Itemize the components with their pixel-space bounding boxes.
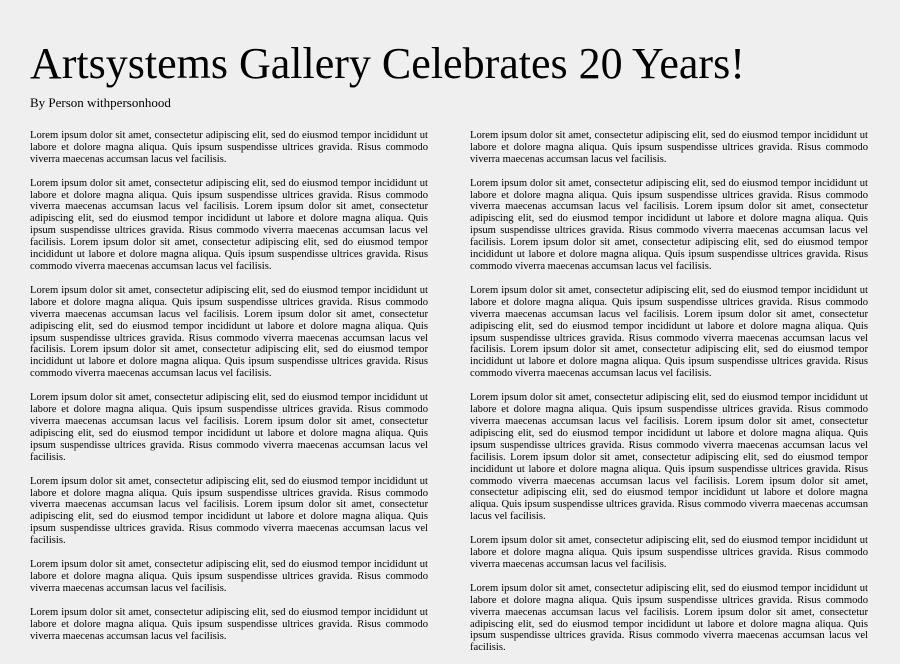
article-body-columns	[30, 130, 868, 664]
paragraph: Lorem ipsum dolor sit amet, consectetur adipiscing elit, sed do eiusmod tempor incididunt ut labore et dolore magna aliqua. Quis ipsum suspendisse ultrices gravida. Risus commodo viverra maecenas accumsan lacus vel facilisis. Lorem ipsum dolor sit amet, consectetur adipiscing elit, sed do eiusmod tempor incididunt ut labore et dolore magna aliqua. Quis ipsum suspendisse ultrices gravida. Risus commodo viverra maecenas accumsan lacus vel facilisis.	[30, 475, 428, 547]
paragraph: Lorem ipsum dolor sit amet, consectetur adipiscing elit, sed do eiusmod tempor incididunt ut labore et dolore magna aliqua. Quis ipsum suspendisse ultrices gravida. Risus commodo viverra maecenas accumsan lacus vel facilisis.	[30, 559, 428, 594]
paragraph: Lorem ipsum dolor sit amet, consectetur adipiscing elit, sed do eiusmod tempor incididunt ut labore et dolore magna aliqua. Quis ipsum suspendisse ultrices gravida. Risus commodo viverra maecenas accumsan lacus vel facilisis. Lorem ipsum dolor sit amet, consectetur adipiscing elit, sed do eiusmod tempor incididunt ut labore et dolore magna aliqua. Quis ipsum suspendisse ultrices gravida. Risus commodo viverra maecenas accumsan lacus vel facilisis. Lorem ipsum dolor sit amet, consectetur adipiscing elit, sed do eiusmod tempor incididunt ut labore et dolore magna aliqua. Quis ipsum suspendisse ultrices gravida. Risus commodo viverra maecenas accumsan lacus vel facilisis.	[30, 284, 428, 380]
paragraph: Lorem ipsum dolor sit amet, consectetur adipiscing elit, sed do eiusmod tempor incididunt ut labore et dolore magna aliqua. Quis ipsum suspendisse ultrices gravida. Risus commodo viverra maecenas accumsan lacus vel facilisis.	[470, 129, 868, 165]
paragraph: Lorem ipsum dolor sit amet, consectetur adipiscing elit, sed do eiusmod tempor incididunt ut labore et dolore magna aliqua. Quis ipsum suspendisse ultrices gravida. Risus commodo viverra maecenas accumsan lacus vel facilisis. Lorem ipsum dolor sit amet, consectetur adipiscing elit, sed do eiusmod tempor incididunt ut labore et dolore magna aliqua. Quis ipsum suspendisse ultrices gravida. Risus commodo viverra maecenas accumsan lacus vel facilisis. Lorem ipsum dolor sit amet, consectetur adipiscing elit, sed do eiusmod tempor incididunt ut labore et dolore magna aliqua. Quis ipsum suspendisse ultrices gravida. Risus commodo viverra maecenas accumsan lacus vel facilisis.	[30, 177, 428, 272]
paragraph: Lorem ipsum dolor sit amet, consectetur adipiscing elit, sed do eiusmod tempor incididunt ut labore et dolore magna aliqua. Quis ipsum suspendisse ultrices gravida. Risus commodo viverra maecenas accumsan lacus vel facilisis. Lorem ipsum dolor sit amet, consectetur adipiscing elit, sed do eiusmod tempor incididunt ut labore et dolore magna aliqua. Quis ipsum suspendisse ultrices gravida. Risus commodo viverra maecenas accumsan lacus vel facilisis.	[470, 582, 868, 654]
paragraph: Lorem ipsum dolor sit amet, consectetur adipiscing elit, sed do eiusmod tempor incididunt ut labore et dolore magna aliqua. Quis ipsum suspendisse ultrices gravida. Risus commodo viverra maecenas accumsan lacus vel facilisis. Lorem ipsum dolor sit amet, consectetur adipiscing elit, sed do eiusmod tempor incididunt ut labore et dolore magna aliqua. Quis ipsum suspendisse ultrices gravida. Risus commodo viverra maecenas accumsan lacus vel facilisis. Lorem ipsum dolor sit amet, consectetur adipiscing elit, sed do eiusmod tempor incididunt ut labore et dolore magna aliqua. Quis ipsum suspendisse ultrices gravida. Risus commodo viverra maecenas accumsan lacus vel facilisis.	[470, 284, 868, 380]
paragraph: Lorem ipsum dolor sit amet, consectetur adipiscing elit, sed do eiusmod tempor incididunt ut labore et dolore magna aliqua. Quis ipsum suspendisse ultrices gravida. Risus commodo viverra maecenas accumsan lacus vel facilisis.	[30, 606, 428, 642]
paragraph: Lorem ipsum dolor sit amet, consectetur adipiscing elit, sed do eiusmod tempor incididunt ut labore et dolore magna aliqua. Quis ipsum suspendisse ultrices gravida. Risus commodo viverra maecenas accumsan lacus vel facilisis.	[30, 129, 428, 165]
paragraph: Lorem ipsum dolor sit amet, consectetur adipiscing elit, sed do eiusmod tempor incididunt ut labore et dolore magna aliqua. Quis ipsum suspendisse ultrices gravida. Risus commodo viverra maecenas accumsan lacus vel facilisis. Lorem ipsum dolor sit amet, consectetur adipiscing elit, sed do eiusmod tempor incididunt ut labore et dolore magna aliqua. Quis ipsum suspendisse ultrices gravida. Risus commodo viverra maecenas accumsan lacus vel facilisis. Lorem ipsum dolor sit amet, consectetur adipiscing elit, sed do eiusmod tempor incididunt ut labore et dolore magna aliqua. Quis ipsum suspendisse ultrices gravida. Risus commodo viverra maecenas accumsan lacus vel facilisis.	[470, 177, 868, 272]
article-title: Artsystems Gallery Celebrates 20 Years!	[30, 39, 745, 88]
paragraph: Lorem ipsum dolor sit amet, consectetur adipiscing elit, sed do eiusmod tempor incididunt ut labore et dolore magna aliqua. Quis ipsum suspendisse ultrices gravida. Risus commodo viverra maecenas accumsan lacus vel facilisis. Lorem ipsum dolor sit amet, consectetur adipiscing elit, sed do eiusmod tempor incididunt ut labore et dolore magna aliqua. Quis ipsum suspendisse ultrices gravida. Risus commodo viverra maecenas accumsan lacus vel facilisis. Lorem ipsum dolor sit amet, consectetur adipiscing elit, sed do eiusmod tempor incididunt ut labore et dolore magna aliqua. Quis ipsum suspendisse ultrices gravida. Risus commodo viverra maecenas accumsan lacus vel facilisis. Lorem ipsum dolor sit amet, consectetur adipiscing elit, sed do eiusmod tempor incididunt ut labore et dolore magna aliqua. Quis ipsum suspendisse ultrices gravida. Risus commodo viverra maecenas accumsan lacus vel facilisis.	[470, 392, 868, 523]
paragraph: Lorem ipsum dolor sit amet, consectetur adipiscing elit, sed do eiusmod tempor incididunt ut labore et dolore magna aliqua. Quis ipsum suspendisse ultrices gravida. Risus commodo viverra maecenas accumsan lacus vel facilisis. Lorem ipsum dolor sit amet, consectetur adipiscing elit, sed do eiusmod tempor incididunt ut labore et dolore magna aliqua. Quis ipsum suspendisse ultrices gravida. Risus commodo viverra maecenas accumsan lacus vel facilisis.	[30, 392, 428, 463]
article-byline: By Person withpersonhood	[30, 95, 171, 110]
paragraph: Lorem ipsum dolor sit amet, consectetur adipiscing elit, sed do eiusmod tempor incididunt ut labore et dolore magna aliqua. Quis ipsum suspendisse ultrices gravida. Risus commodo viverra maecenas accumsan lacus vel facilisis.	[470, 535, 868, 570]
